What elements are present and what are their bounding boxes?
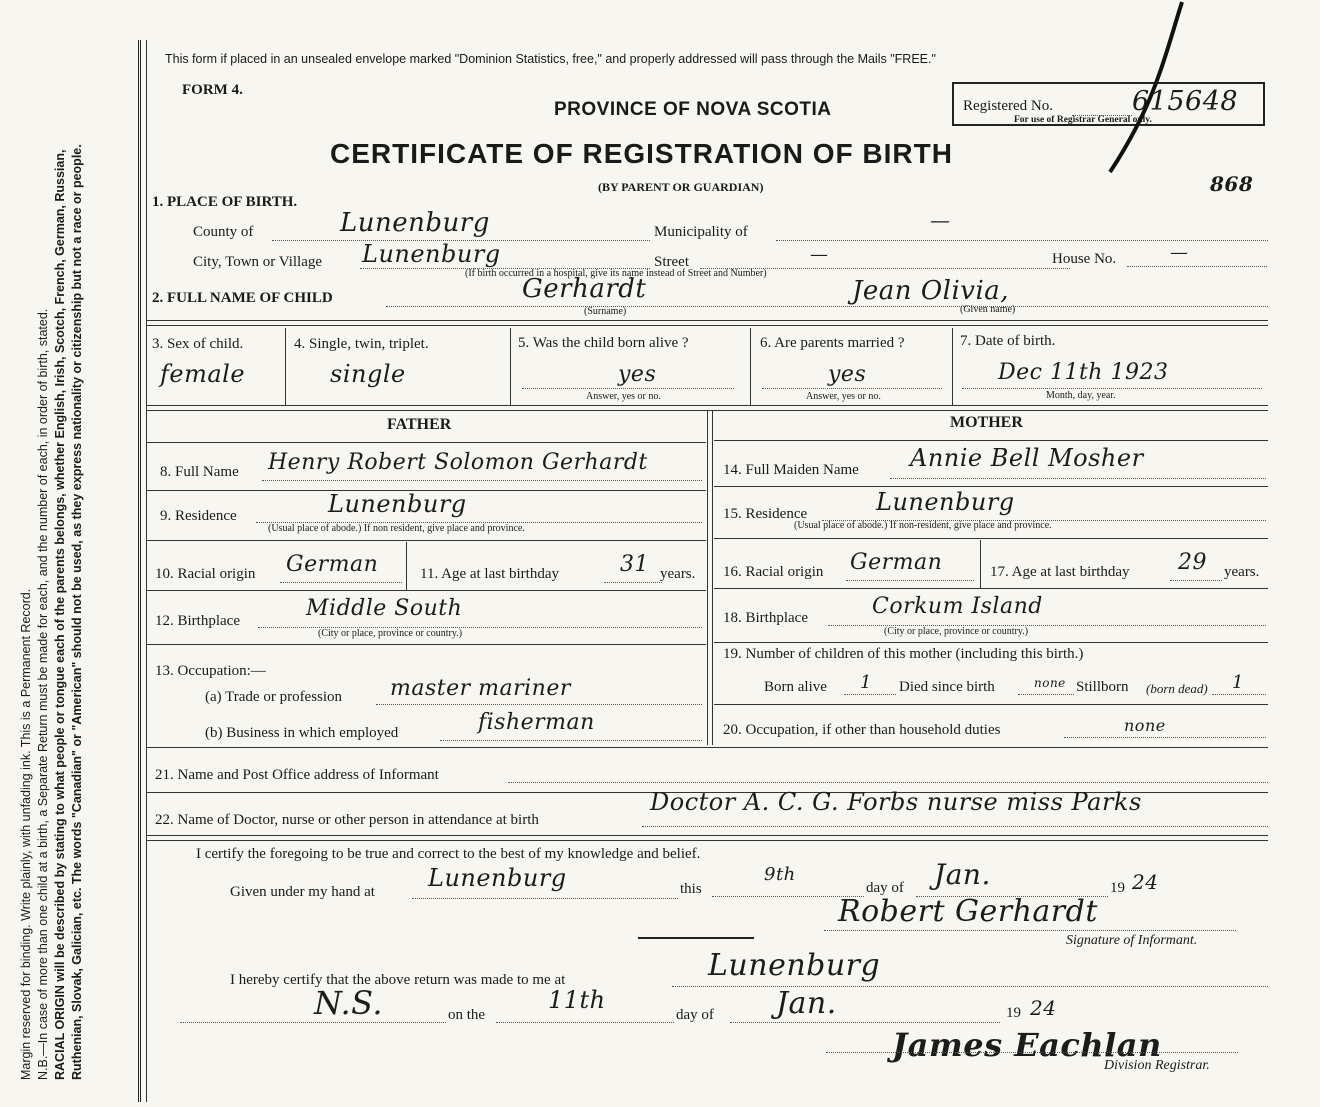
- father-birthplace-label: 12. Birthplace: [155, 613, 240, 629]
- given-year-value: 24: [1132, 870, 1159, 894]
- trade-value: master mariner: [390, 676, 571, 701]
- county-label: County of: [193, 224, 254, 240]
- form-left-border: [146, 40, 147, 1102]
- registrar-signature-label: Division Registrar.: [1104, 1058, 1210, 1073]
- registrar-year-prefix: 19: [1006, 1005, 1021, 1021]
- mother-racial-value: German: [850, 550, 943, 575]
- mother-residence-value: Lunenburg: [876, 488, 1015, 516]
- registrar-province-value: N.S.: [314, 984, 384, 1022]
- given-name-note: (Given name): [960, 304, 1016, 315]
- father-residence-note: (Usual place of abode.) If non resident, give place and province.: [268, 523, 525, 534]
- this-label: this: [680, 881, 702, 897]
- postal-notice: This form if placed in an unsealed envelope marked "Dominion Statistics, free," and properly addressed will pass through the Mails "FREE.": [165, 52, 936, 66]
- died-since-birth-label: Died since birth: [899, 679, 995, 695]
- informant-signature-label: Signature of Informant.: [1066, 933, 1198, 948]
- stillborn-value: 1: [1232, 672, 1244, 693]
- father-birthplace-value: Middle South: [306, 596, 463, 621]
- father-name-value: Henry Robert Solomon Gerhardt: [268, 450, 648, 475]
- father-name-label: 8. Full Name: [160, 464, 239, 480]
- born-alive-value: yes: [618, 362, 657, 387]
- mother-name-label: 14. Full Maiden Name: [723, 462, 859, 478]
- father-heading: FATHER: [387, 416, 452, 433]
- mother-residence-note: (Usual place of abode.) If non-resident, give place and province.: [794, 520, 1052, 531]
- corner-mark: 868: [1210, 172, 1254, 196]
- father-occupation-label: 13. Occupation:—: [155, 663, 266, 679]
- business-value: fisherman: [478, 710, 595, 735]
- given-day-of-label: day of: [866, 880, 904, 896]
- registrar-note: For use of Registrar General only.: [1014, 115, 1152, 125]
- doctor-value: Doctor A. C. G. Forbs nurse miss Parks: [650, 788, 1142, 816]
- father-years-label: years.: [660, 566, 696, 582]
- municipality-label: Municipality of: [654, 224, 748, 240]
- mother-occupation-value: none: [1124, 716, 1166, 735]
- father-residence-label: 9. Residence: [160, 508, 237, 524]
- street-label: Street: [654, 254, 689, 270]
- registered-number: 615648: [1132, 86, 1239, 117]
- pen-stroke-mark: [1100, 0, 1190, 180]
- father-birthplace-note: (City or place, province or country.): [318, 628, 463, 639]
- mother-residence-label: 15. Residence: [723, 506, 808, 522]
- married-answer-note: Answer, yes or no.: [806, 391, 881, 402]
- died-since-birth-value: none: [1034, 676, 1066, 690]
- given-under-hand-label: Given under my hand at: [230, 884, 375, 900]
- county-value: Lunenburg: [340, 208, 490, 238]
- given-month-value: Jan.: [934, 858, 991, 891]
- registrar-place-value: Lunenburg: [708, 948, 881, 983]
- mother-name-value: Annie Bell Mosher: [910, 444, 1144, 472]
- given-year-prefix: 19: [1110, 880, 1125, 896]
- margin-line-2: N.B.—In case of more than one child at a birth, a Separate Return must be made for each, and the number of each, in order of birth, stated.: [36, 308, 50, 1080]
- father-age-label: 11. Age at last birthday: [420, 566, 559, 582]
- born-alive-count-label: Born alive: [764, 679, 827, 695]
- born-alive-label: 5. Was the child born alive ?: [518, 335, 689, 351]
- form-number: FORM 4.: [182, 82, 243, 98]
- father-age-value: 31: [620, 552, 649, 577]
- plurality-label: 4. Single, twin, triplet.: [294, 336, 429, 352]
- municipality-value: —: [930, 208, 951, 232]
- house-value: —: [1170, 242, 1189, 263]
- mother-age-label: 17. Age at last birthday: [990, 564, 1130, 580]
- doctor-label: 22. Name of Doctor, nurse or other person in attendance at birth: [155, 812, 539, 828]
- certificate-subtitle: (BY PARENT OR GUARDIAN): [598, 180, 764, 194]
- surname-note: (Surname): [584, 306, 627, 317]
- certify-statement: I certify the foregoing to be true and correct to the best of my knowledge and belief.: [196, 846, 701, 862]
- margin-line-3: RACIAL ORIGIN will be described by stating to what people or tongue each of the parents belongs, whether English, Irish, Scotch, French, German, Russian,: [53, 149, 67, 1080]
- city-value: Lunenburg: [362, 240, 501, 268]
- registrar-statement: I hereby certify that the above return was made to me at: [230, 972, 566, 988]
- father-racial-label: 10. Racial origin: [155, 566, 256, 582]
- province-heading: PROVINCE OF NOVA SCOTIA: [554, 99, 832, 120]
- given-day-value: 9th: [764, 864, 796, 885]
- sex-label: 3. Sex of child.: [152, 336, 244, 352]
- mother-racial-label: 16. Racial origin: [723, 564, 824, 580]
- mother-years-label: years.: [1224, 564, 1260, 580]
- registrar-day-value: 11th: [548, 986, 606, 1014]
- alive-answer-note: Answer, yes or no.: [586, 391, 661, 402]
- binding-margin-line: [138, 40, 141, 1102]
- dob-note: Month, day, year.: [1046, 390, 1116, 401]
- children-count-label: 19. Number of children of this mother (including this birth.): [723, 646, 1084, 662]
- plurality-value: single: [330, 360, 406, 388]
- mother-age-value: 29: [1178, 550, 1207, 575]
- born-alive-count: 1: [860, 672, 872, 693]
- hospital-note: (If birth occurred in a hospital, give its name instead of Street and Number): [465, 268, 767, 279]
- child-given-name: Jean Olivia,: [852, 276, 1010, 306]
- mother-heading: MOTHER: [950, 414, 1023, 431]
- sex-value: female: [160, 360, 246, 388]
- registrar-day-of-label: day of: [676, 1007, 714, 1023]
- margin-line-1: Margin reserved for binding. Write plainly, with unfading ink. This is a Permanent Record.: [19, 588, 33, 1080]
- given-place-value: Lunenburg: [428, 864, 567, 892]
- child-surname: Gerhardt: [522, 274, 647, 304]
- mother-occupation-label: 20. Occupation, if other than household duties: [723, 722, 1001, 738]
- registrar-year-value: 24: [1030, 996, 1057, 1020]
- informant-label: 21. Name and Post Office address of Informant: [155, 767, 439, 783]
- mother-birthplace-note: (City or place, province or country.): [884, 626, 1029, 637]
- informant-signature: Robert Gerhardt: [838, 894, 1098, 929]
- place-of-birth-heading: 1. PLACE OF BIRTH.: [152, 194, 298, 210]
- married-value: yes: [828, 362, 867, 387]
- house-label: House No.: [1052, 251, 1117, 267]
- stillborn-note: (born dead): [1146, 681, 1208, 696]
- margin-instructions: [18, 40, 86, 1080]
- margin-line-4: Ruthenian, Slovak, Galician, etc. The words "Canadian" or "American" should not be used, as they express nationality or citizenship but not a race or people.: [70, 144, 84, 1080]
- city-label: City, Town or Village: [193, 254, 323, 270]
- stillborn-label: Stillborn: [1076, 679, 1129, 695]
- mother-birthplace-value: Corkum Island: [872, 594, 1043, 619]
- father-racial-value: German: [286, 552, 379, 577]
- certificate-title: CERTIFICATE OF REGISTRATION OF BIRTH: [330, 138, 953, 169]
- trade-label: (a) Trade or profession: [205, 689, 343, 705]
- registered-label: Registered No.: [963, 98, 1053, 114]
- child-name-label: 2. FULL NAME OF CHILD: [152, 290, 333, 306]
- dob-label: 7. Date of birth.: [960, 333, 1056, 349]
- married-label: 6. Are parents married ?: [760, 335, 905, 351]
- registrar-month-value: Jan.: [776, 986, 837, 1021]
- father-residence-value: Lunenburg: [328, 490, 467, 518]
- street-value: —: [810, 244, 829, 265]
- registrar-on-the-label: on the: [448, 1007, 486, 1023]
- registrar-signature: James Eachlan: [892, 1026, 1162, 1064]
- dob-value: Dec 11th 1923: [998, 360, 1169, 385]
- mother-birthplace-label: 18. Birthplace: [723, 610, 808, 626]
- business-label: (b) Business in which employed: [205, 725, 399, 741]
